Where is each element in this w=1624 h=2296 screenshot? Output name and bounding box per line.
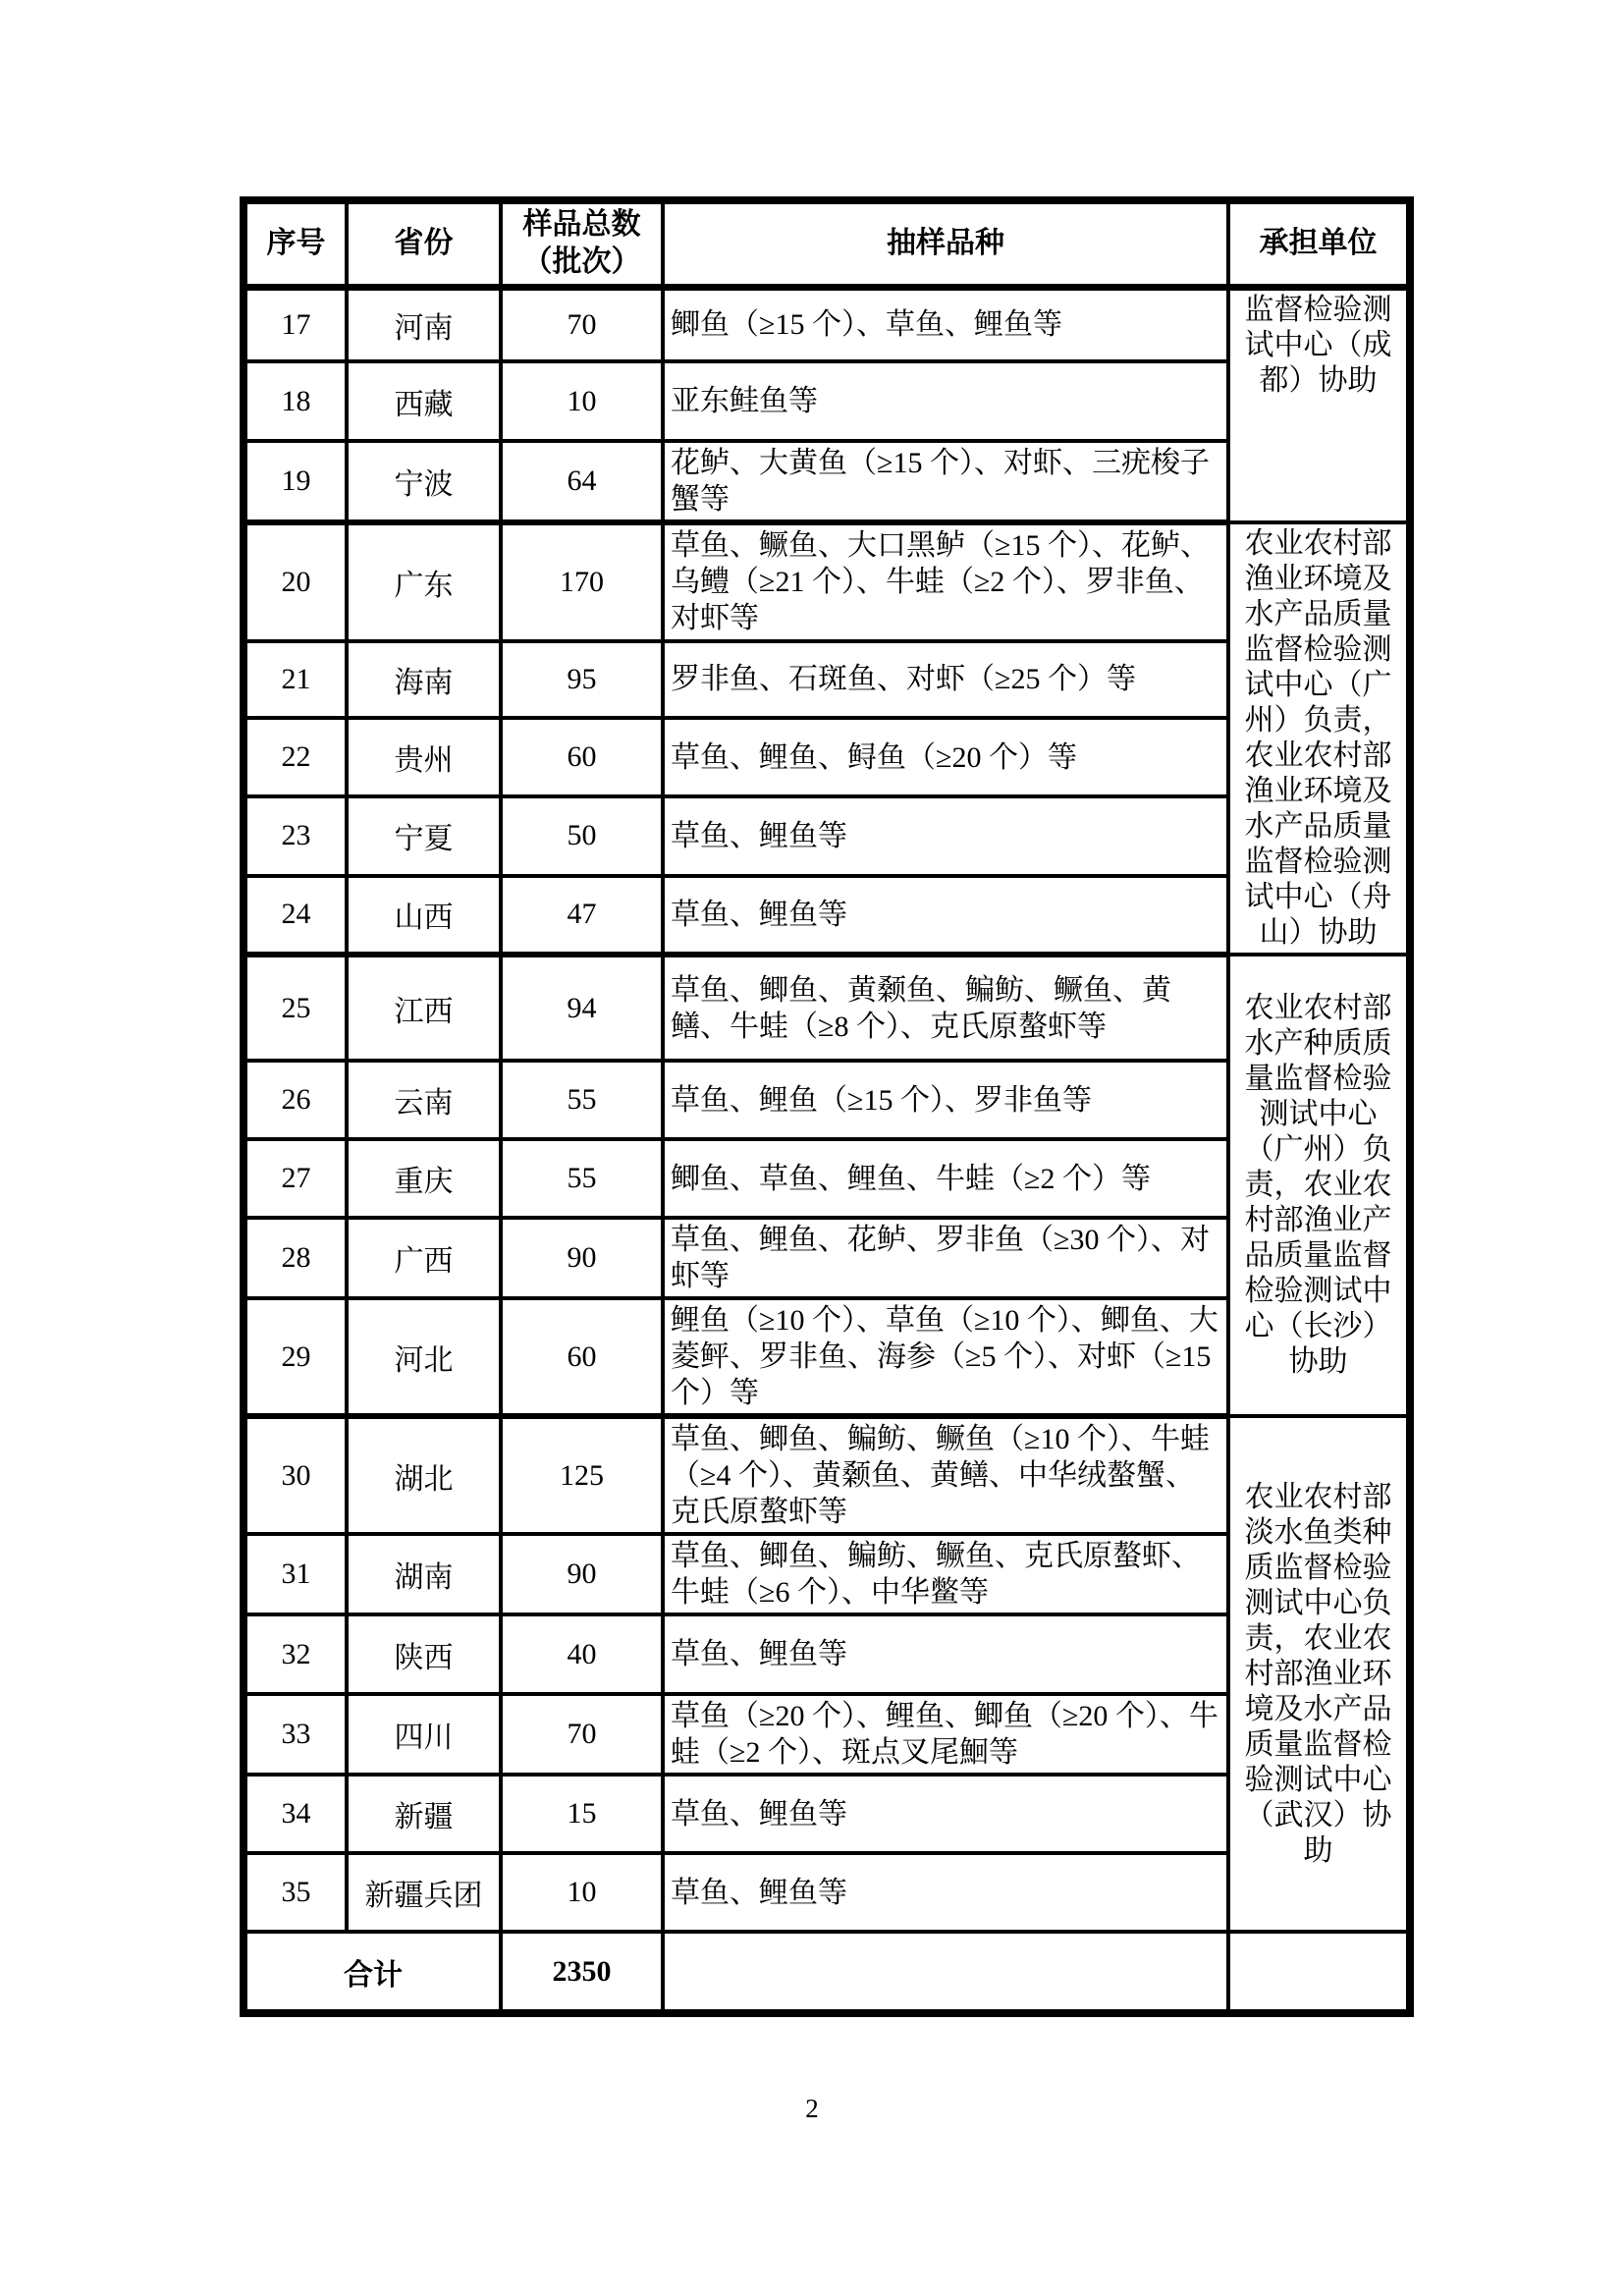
cell-species: 鲤鱼（≥10 个）、草鱼（≥10 个）、鲫鱼、大菱鲆、罗非鱼、海参（≥5 个）、对虾（≥15 个）等 <box>663 1298 1228 1416</box>
cell-total: 40 <box>501 1614 663 1694</box>
cell-province: 广东 <box>347 522 501 641</box>
cell-unit-guangzhou-zhoushan: 农业农村部渔业环境及水产品质量监督检验测试中心（广州）负责，农业农村部渔业环境及水产品质量监督检验测试中心（舟山）协助 <box>1228 522 1410 955</box>
cell-province: 云南 <box>347 1061 501 1139</box>
cell-province: 山西 <box>347 876 501 955</box>
cell-no: 32 <box>244 1614 347 1694</box>
cell-province: 河北 <box>347 1298 501 1416</box>
cell-province: 湖北 <box>347 1416 501 1534</box>
cell-total: 90 <box>501 1218 663 1298</box>
cell-province: 海南 <box>347 641 501 718</box>
cell-species: 草鱼、鲫鱼、黄颡鱼、鳊鲂、鳜鱼、黄鳝、牛蛙（≥8 个）、克氏原螯虾等 <box>663 955 1228 1061</box>
cell-total: 10 <box>501 361 663 441</box>
cell-total: 60 <box>501 1298 663 1416</box>
cell-no: 17 <box>244 287 347 361</box>
header-total-line2: （批次） <box>522 246 641 279</box>
table-row <box>244 1416 1410 1534</box>
cell-total: 70 <box>501 287 663 361</box>
cell-total: 94 <box>501 955 663 1061</box>
cell-species: 花鲈、大黄鱼（≥15 个）、对虾、三疣梭子蟹等 <box>663 441 1228 522</box>
table-row <box>244 955 1410 1061</box>
cell-total: 15 <box>501 1775 663 1853</box>
sampling-plan-table <box>240 196 1414 2017</box>
cell-no: 28 <box>244 1218 347 1298</box>
cell-species: 草鱼、鲤鱼等 <box>663 1853 1228 1932</box>
header-cell-total <box>501 200 663 287</box>
cell-total: 95 <box>501 641 663 718</box>
cell-province: 陕西 <box>347 1614 501 1694</box>
cell-province: 新疆 <box>347 1775 501 1853</box>
cell-total: 50 <box>501 796 663 875</box>
cell-unit-guangzhou-changsha: 农业农村部水产种质质量监督检验测试中心（广州）负责，农业农村部渔业产品质量监督检验测试中心（长沙）协助 <box>1228 955 1410 1416</box>
cell-province: 贵州 <box>347 718 501 796</box>
cell-species: 草鱼、鲤鱼等 <box>663 796 1228 875</box>
total-unit-empty-cell <box>1228 1932 1410 2013</box>
cell-province: 新疆兵团 <box>347 1853 501 1932</box>
cell-total: 47 <box>501 876 663 955</box>
cell-no: 24 <box>244 876 347 955</box>
header-cell-no: 序号 <box>244 200 347 287</box>
cell-no: 18 <box>244 361 347 441</box>
cell-province: 宁夏 <box>347 796 501 875</box>
cell-species: 草鱼、鲤鱼等 <box>663 876 1228 955</box>
page-number: 2 <box>805 2094 819 2123</box>
cell-species: 鲫鱼（≥15 个）、草鱼、鲤鱼等 <box>663 287 1228 361</box>
cell-species: 草鱼、鲤鱼等 <box>663 1775 1228 1853</box>
cell-unit-wuhan: 农业农村部淡水鱼类种质监督检验测试中心负责，农业农村部渔业环境及水产品质量监督检验测试中心（武汉）协助 <box>1228 1416 1410 1932</box>
cell-no: 29 <box>244 1298 347 1416</box>
cell-no: 23 <box>244 796 347 875</box>
cell-total: 125 <box>501 1416 663 1534</box>
cell-no: 25 <box>244 955 347 1061</box>
table-row <box>244 287 1410 361</box>
cell-no: 21 <box>244 641 347 718</box>
header-cell-province: 省份 <box>347 200 501 287</box>
header-total-line1: 样品总数 <box>522 208 641 242</box>
cell-species: 草鱼、鲫鱼、鳊鲂、鳜鱼（≥10 个）、牛蛙（≥4 个）、黄颡鱼、黄鳝、中华绒螯蟹、克氏原螯虾等 <box>663 1416 1228 1534</box>
table-row <box>244 522 1410 641</box>
header-cell-species: 抽样品种 <box>663 200 1228 287</box>
cell-province: 广西 <box>347 1218 501 1298</box>
total-label-cell: 合计 <box>244 1932 501 2013</box>
cell-no: 19 <box>244 441 347 522</box>
cell-species: 草鱼、鲤鱼、花鲈、罗非鱼（≥30 个）、对虾等 <box>663 1218 1228 1298</box>
cell-province: 江西 <box>347 955 501 1061</box>
cell-no: 31 <box>244 1534 347 1614</box>
cell-total: 70 <box>501 1694 663 1775</box>
header-row <box>244 200 1410 287</box>
cell-province: 重庆 <box>347 1139 501 1218</box>
cell-no: 35 <box>244 1853 347 1932</box>
cell-total: 10 <box>501 1853 663 1932</box>
cell-total: 55 <box>501 1139 663 1218</box>
cell-no: 22 <box>244 718 347 796</box>
total-value-cell: 2350 <box>501 1932 663 2013</box>
cell-province: 河南 <box>347 287 501 361</box>
cell-species: 草鱼（≥20 个）、鲤鱼、鲫鱼（≥20 个）、牛蛙（≥2 个）、斑点叉尾鮰等 <box>663 1694 1228 1775</box>
cell-species: 草鱼、鲫鱼、鳊鲂、鳜鱼、克氏原螯虾、牛蛙（≥6 个）、中华鳖等 <box>663 1534 1228 1614</box>
cell-species: 亚东鲑鱼等 <box>663 361 1228 441</box>
cell-no: 26 <box>244 1061 347 1139</box>
cell-province: 宁波 <box>347 441 501 522</box>
header-cell-unit: 承担单位 <box>1228 200 1410 287</box>
cell-province: 湖南 <box>347 1534 501 1614</box>
cell-species: 草鱼、鲤鱼等 <box>663 1614 1228 1694</box>
cell-species: 鲫鱼、草鱼、鲤鱼、牛蛙（≥2 个）等 <box>663 1139 1228 1218</box>
cell-total: 170 <box>501 522 663 641</box>
cell-no: 20 <box>244 522 347 641</box>
cell-species: 草鱼、鳜鱼、大口黑鲈（≥15 个）、花鲈、乌鳢（≥21 个）、牛蛙（≥2 个）、罗非鱼、对虾等 <box>663 522 1228 641</box>
cell-province: 西藏 <box>347 361 501 441</box>
total-row <box>244 1932 1410 2013</box>
cell-no: 30 <box>244 1416 347 1534</box>
cell-species: 草鱼、鲤鱼、鲟鱼（≥20 个）等 <box>663 718 1228 796</box>
cell-total: 55 <box>501 1061 663 1139</box>
cell-total: 90 <box>501 1534 663 1614</box>
cell-no: 33 <box>244 1694 347 1775</box>
total-species-empty-cell <box>663 1932 1228 2013</box>
cell-no: 34 <box>244 1775 347 1853</box>
cell-species: 草鱼、鲤鱼（≥15 个）、罗非鱼等 <box>663 1061 1228 1139</box>
cell-no: 27 <box>244 1139 347 1218</box>
cell-unit-chengdu: 监督检验测试中心（成都）协助 <box>1228 287 1410 522</box>
cell-total: 64 <box>501 441 663 522</box>
cell-total: 60 <box>501 718 663 796</box>
cell-species: 罗非鱼、石斑鱼、对虾（≥25 个）等 <box>663 641 1228 718</box>
cell-province: 四川 <box>347 1694 501 1775</box>
